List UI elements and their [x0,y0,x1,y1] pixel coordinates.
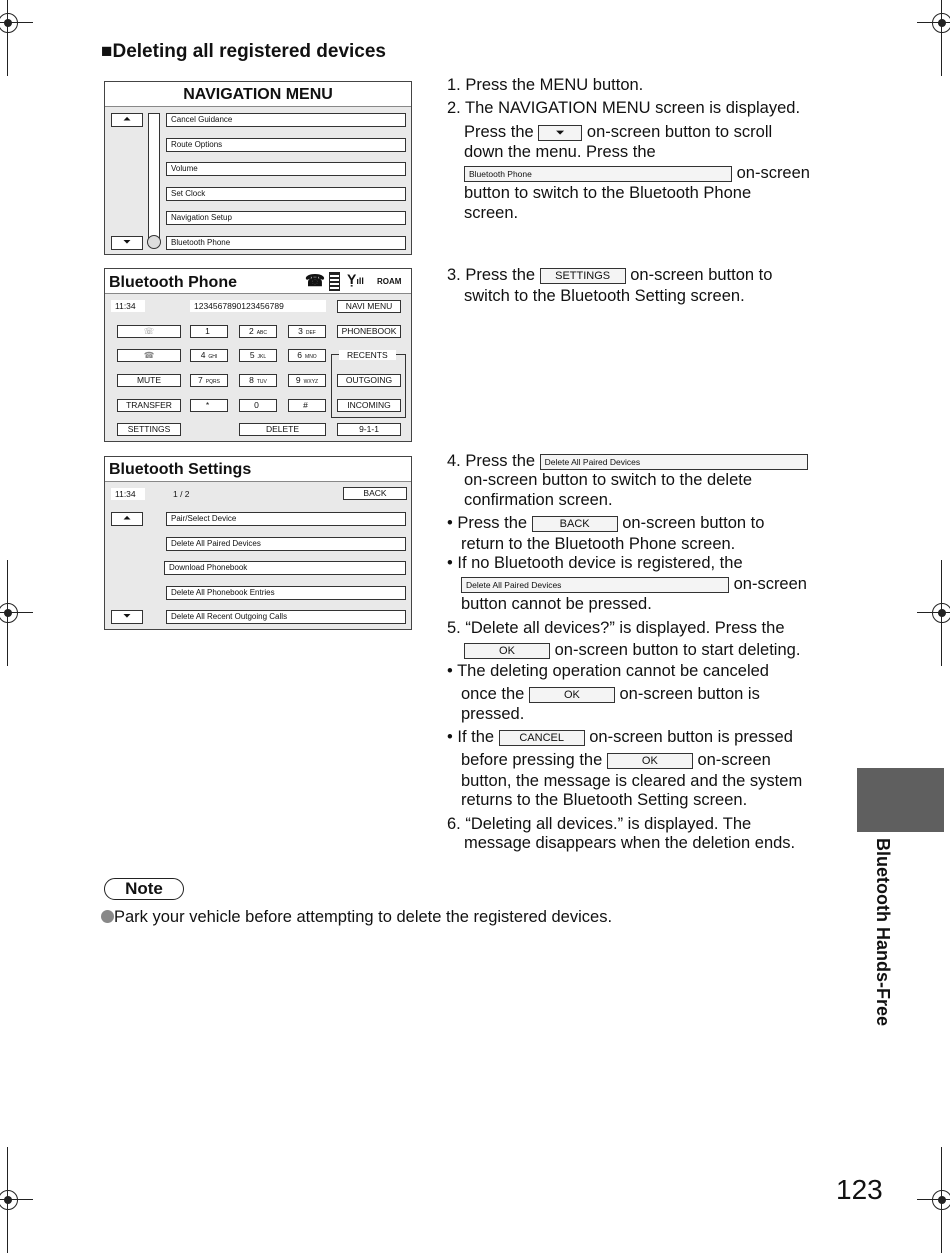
step-2-line-5: button to switch to the Bluetooth Phone [464,184,752,202]
note-label: Note [104,878,184,900]
chapter-tab-label: Bluetooth Hands-Free [873,838,893,1027]
step-2-text-a: Press the [464,123,534,141]
end-call-button[interactable] [117,349,181,362]
keypad-key-digit: 1 [205,326,210,336]
battery-icon [329,272,340,291]
bullet-cancel-note-line-2 [461,684,760,704]
note-text: Park your vehicle before attempting to delete the registered devices. [114,908,613,926]
section-title: Deleting all registered devices [112,41,386,62]
section-heading [101,41,386,63]
square-bullet-icon: ■ [101,41,113,62]
bullet-cancel-line-4: returns to the Bluetooth Setting screen. [461,791,748,809]
registration-mark-top-right [929,10,950,36]
bullet-back-text-b: on-screen button to [622,514,765,532]
step-3-line-2: switch to the Bluetooth Setting screen. [464,287,745,305]
keypad-key[interactable] [239,349,277,362]
step-2-line-3: down the menu. Press the [464,143,656,161]
keypad-key-digit: 4 [200,350,206,360]
menu-item-set-clock[interactable]: Set Clock [166,187,406,201]
menu-item-volume[interactable]: Volume [166,162,406,176]
keypad-key-digit: # [303,400,308,410]
keypad-key-digit: 5 [249,350,255,360]
menu-item-bluetooth-phone[interactable]: Bluetooth Phone [166,236,406,250]
step-3-line-1 [447,265,772,285]
bluetooth-settings-title: Bluetooth Settings [105,457,411,482]
navigation-menu-title: NAVIGATION MENU [105,82,411,107]
settings-scroll-up-button[interactable]: ⏶ [111,512,143,526]
keypad-key-digit: 8 [249,375,254,385]
ok-inline-button-2: OK [529,687,615,703]
navigation-menu-screen [104,81,412,255]
note-bullet-icon [101,910,114,923]
scrollbar-thumb[interactable] [147,235,161,249]
settings-clock-display: 11:34 [111,488,145,500]
cancel-inline-button: CANCEL [499,730,585,746]
transfer-button[interactable]: TRANSFER [117,399,181,412]
call-button[interactable] [117,325,181,338]
menu-item-route-options[interactable]: Route Options [166,138,406,152]
keypad-key[interactable] [239,399,277,412]
step-2-line-4 [464,163,810,183]
delete-all-paired-devices-button[interactable]: Delete All Paired Devices [166,537,406,551]
keypad-key-letters: MNO [305,354,317,360]
step-2-line-6: screen. [464,204,519,222]
step-5-line-2 [464,640,800,660]
bullet-back-line-2: return to the Bluetooth Phone screen. [461,535,736,553]
keypad-key[interactable] [239,325,277,338]
note-text-line [101,907,612,927]
menu-item-navigation-setup[interactable]: Navigation Setup [166,211,406,225]
step-5-text: on-screen button to start deleting. [554,641,801,659]
settings-scroll-down-button[interactable]: ⏷ [111,610,143,624]
step-2-text-b: on-screen button to scroll [586,123,773,141]
keypad-key-digit: 0 [254,400,259,410]
bullet-cancel-note-line-1: • The deleting operation cannot be canceled [447,662,769,680]
delete-all-phonebook-entries-button[interactable]: Delete All Phonebook Entries [166,586,406,600]
delete-all-recent-outgoing-calls-button[interactable]: Delete All Recent Outgoing Calls [166,610,406,624]
keypad-key[interactable] [288,374,326,387]
bluetooth-phone-title: Bluetooth Phone [109,274,237,291]
bullet-back-text-a: • Press the [447,514,528,532]
keypad-key[interactable] [190,349,228,362]
page-indicator: 1 / 2 [173,489,190,499]
step-3-text-a: 3. Press the [447,266,536,284]
keypad-key-letters: JKL [257,354,267,360]
scrollbar-track[interactable] [148,113,160,245]
step-1: 1. Press the MENU button. [447,76,644,94]
menu-item-cancel-guidance[interactable]: Cancel Guidance [166,113,406,127]
step-6-line-2: message disappears when the deletion ends. [464,834,796,852]
keypad-key-letters: TUV [256,379,267,385]
bullet-cancel-line-3: button, the message is cleared and the system [461,772,803,790]
bullet-no-device-line-3: button cannot be pressed. [461,595,652,613]
back-button[interactable]: BACK [343,487,407,500]
bluetooth-phone-screen [104,268,412,442]
outgoing-button[interactable]: OUTGOING [337,374,401,387]
navi-menu-button[interactable]: NAVI MENU [337,300,401,313]
download-phonebook-button[interactable]: Download Phonebook [164,561,406,575]
keypad-key-digit: 6 [297,350,303,360]
keypad-key-letters: ABC [256,330,267,336]
recents-label: RECENTS [339,350,396,360]
bluetooth-settings-screen [104,456,412,630]
bluetooth-phone-header [105,269,411,294]
bullet-cancel-note-line-3: pressed. [461,705,525,723]
keypad-key[interactable] [190,325,228,338]
keypad-key[interactable] [288,399,326,412]
bullet-cancel-text-d: on-screen [697,751,771,769]
delete-all-paired-devices-inline-button-2: Delete All Paired Devices [461,577,729,593]
chapter-tab [857,768,944,832]
bullet-cancel-line-2 [461,750,771,770]
keypad-key-digit: 9 [295,375,301,385]
keypad-key-letters: WXYZ [303,379,319,385]
step-3-text-b: on-screen button to [630,266,773,284]
keypad-key[interactable] [288,325,326,338]
bullet-cancel-text-b: on-screen button is pressed [589,728,793,746]
keypad-key-digit: 2 [248,326,254,336]
incoming-button[interactable]: INCOMING [337,399,401,412]
keypad-key-digit: 3 [298,326,303,336]
bullet-cancel-text-a: • If the [447,728,495,746]
bullet-cancel-note-text-b: on-screen button is [619,685,760,703]
step-6-line-1: 6. “Deleting all devices.” is displayed. The [447,815,752,833]
step-4-line-3: confirmation screen. [464,491,613,509]
back-inline-button: BACK [532,516,618,532]
scroll-down-button[interactable]: ⏷ [111,236,143,250]
registration-mark-mid-left [0,600,21,626]
signal-strength-icon: Ỵıll [347,271,364,287]
keypad-key-digit: 7 [198,375,203,385]
clock-display: 11:34 [111,300,145,312]
keypad-key-letters: GHI [208,354,218,360]
ok-inline-button: OK [464,643,550,659]
step-4-text-a: 4. Press the [447,452,536,470]
call-handset-icon: ☏ [143,326,155,336]
bullet-back-line-1 [447,513,764,533]
registration-mark-top-left [0,10,21,36]
keypad-key[interactable] [190,399,228,412]
bullet-no-device-line-2 [461,574,807,594]
step-2-text-c: on-screen [736,164,810,182]
bullet-cancel-note-text-a: once the [461,685,525,703]
keypad-key[interactable] [239,374,277,387]
step-4-line-2: on-screen button to switch to the delete [464,471,753,489]
registration-mark-mid-right [929,600,950,626]
delete-all-paired-devices-inline-button: Delete All Paired Devices [540,454,808,470]
keypad-key-letters: PQRS [205,379,220,385]
phonebook-button[interactable]: PHONEBOOK [337,325,401,338]
scroll-up-button[interactable]: ⏶ [111,113,143,127]
page-number: 123 [836,1174,883,1205]
keypad-key-letters: DEF [305,330,316,336]
registration-mark-bottom-right [929,1187,950,1213]
roam-indicator: ROAM [377,277,402,286]
settings-button[interactable]: SETTINGS [117,423,181,436]
scroll-down-inline-button: ⏷ [538,125,582,141]
keypad-key[interactable] [288,349,326,362]
dialed-number-display: 1234567890123456789 [190,300,326,312]
step-4-line-1 [447,451,808,471]
ok-inline-button-3: OK [607,753,693,769]
registration-mark-bottom-left [0,1187,21,1213]
bullet-no-device-text: on-screen [733,575,807,593]
settings-inline-button: SETTINGS [540,268,626,284]
end-call-handset-icon: ☎ [143,350,155,360]
keypad-key[interactable] [190,374,228,387]
bullet-cancel-line-1 [447,727,793,747]
bullet-no-device-line-1: • If no Bluetooth device is registered, the [447,554,743,572]
delete-button[interactable]: DELETE [239,423,326,436]
step-2-line-2 [464,122,772,142]
phone-status-icon: ☎ [305,273,325,290]
emergency-911-button[interactable]: 9-1-1 [337,423,401,436]
pair-select-device-button[interactable]: Pair/Select Device [166,512,406,526]
step-2-line-1: 2. The NAVIGATION MENU screen is displayed. [447,99,801,117]
bluetooth-phone-inline-button: Bluetooth Phone [464,166,732,182]
step-5-line-1: 5. “Delete all devices?” is displayed. Press the [447,619,785,637]
mute-button[interactable]: MUTE [117,374,181,387]
bullet-cancel-text-c: before pressing the [461,751,603,769]
keypad-key-digit: * [205,400,210,410]
